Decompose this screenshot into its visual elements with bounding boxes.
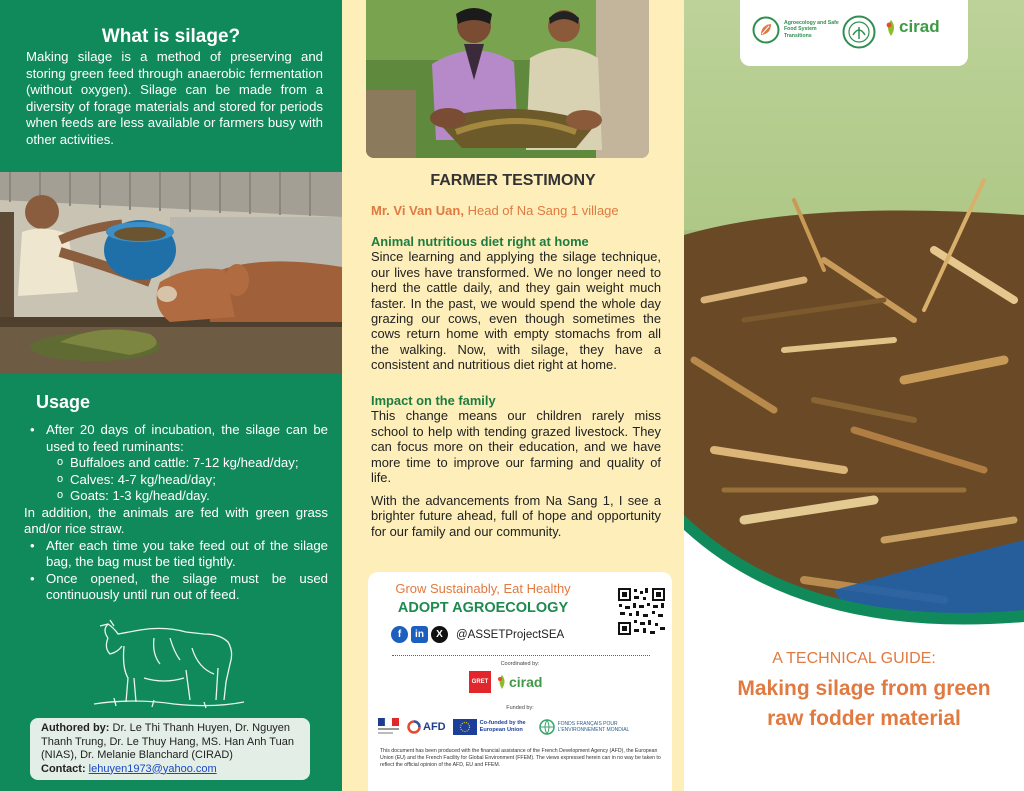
testimony-section-family xyxy=(371,393,661,485)
testimony-closing xyxy=(371,493,661,539)
section-diet-text: Since learning and applying the silage technique, our lives have transformed. We no longer need to herd the cattle daily, and they gain weight much faster. In the past, we would spend the whole day grazing our cows, even though sometimes the cows return home with empty stomachs from all the walking. Now, with silage, they have a consistent and nutritious diet right at home. xyxy=(371,249,661,373)
middle-panel xyxy=(342,0,684,791)
usage-sub-calves: o Calves: 4-7 kg/head/day; xyxy=(24,472,328,489)
promo-box xyxy=(368,572,672,791)
coordinator-logos xyxy=(469,671,542,693)
what-is-silage-text: Making silage is a method of preserving and storing green feed through anaerobic fermentation (without oxygen). Silage can be made from a diversity of forage materials and stored for periods when feeds are less available or farmers busy with other activities. xyxy=(26,49,323,147)
eu-logo-text: Co-funded by the European Union xyxy=(479,720,526,733)
funded-by-label: Funded by: xyxy=(506,705,534,711)
funding-disclaimer: This document has been produced with the financial assistance of the French Development Agency (AFD), the European Union (EU) and the French Facility for Global Environment (FFEM). The views expressed herein can in no way be taken to reflect the official opinion of the AFD, EU and FFEM. xyxy=(380,748,661,768)
cirad-leaf-icon xyxy=(885,20,897,36)
linkedin-icon[interactable]: in xyxy=(411,626,428,643)
authors-text xyxy=(41,722,300,763)
section-family-heading: Impact on the family xyxy=(371,393,496,408)
divider xyxy=(392,655,650,656)
authors-box xyxy=(30,718,310,780)
section-diet-heading: Animal nutritious diet right at home xyxy=(371,234,589,249)
cirad-leaf-icon xyxy=(497,675,507,689)
farmer-testimony-heading: FARMER TESTIMONY xyxy=(430,172,596,189)
farmers-holding-silage-photo xyxy=(366,0,649,158)
afd-logo xyxy=(407,720,446,734)
funder-logos xyxy=(378,718,644,736)
afd-logo-text: AFD xyxy=(423,721,446,733)
cattle-line-drawing xyxy=(94,608,244,710)
usage-sub-buffaloes: o Buffaloes and cattle: 7-12 kg/head/day; xyxy=(24,455,328,472)
qr-code[interactable] xyxy=(617,587,666,636)
cirad-logo-text: cirad xyxy=(509,674,543,690)
left-panel xyxy=(0,0,342,791)
contact-email-link[interactable]: lehuyen1973@yahoo.com xyxy=(88,762,217,775)
ffem-logo xyxy=(539,719,644,735)
speaker-role: Head of Na Sang 1 village xyxy=(467,203,619,218)
contact-label: Contact: xyxy=(41,762,86,775)
testimony-section-diet xyxy=(371,234,661,373)
asset-logo-icon xyxy=(752,16,780,44)
usage-bullet-tie-bag: • After each time you take feed out of the silage bag, the bag must be tied tightly. xyxy=(24,538,328,571)
ffem-logo-text: FONDS FRANÇAIS POUR L'ENVIRONNEMENT MONDIAL xyxy=(557,720,630,733)
coordinated-by-label: Coordinated by: xyxy=(500,661,540,667)
usage-additional-text: In addition, the animals are fed with green grass and/or rice straw. xyxy=(24,504,328,536)
usage-bullet-once-opened: • Once opened, the silage must be used continuously until run out of feed. xyxy=(24,571,328,604)
eu-logo xyxy=(453,719,532,735)
cirad-logo xyxy=(497,674,542,690)
authors-names: Dr. Le Thi Thanh Huyen, Dr. Nguyen Thanh Trung, Dr. Le Thuy Hang, MS. Han Anh Tuan (NIAS), Dr. Melanie Blanchard (CIRAD) xyxy=(41,722,294,761)
ffem-globe-icon xyxy=(539,719,555,735)
authored-by-label: Authored by: xyxy=(41,722,110,734)
partner-logos-box xyxy=(740,0,968,66)
cover-panel xyxy=(684,0,1024,791)
section-family-text: This change means our children rarely miss school to help with tending grazed livestock. They can focus more on their education, and we have more time to improve our farming and quality of life. xyxy=(371,408,661,486)
slogan-text: Grow Sustainably, Eat Healthy xyxy=(395,581,571,596)
farmer-feeding-cow-photo xyxy=(0,172,342,374)
x-icon[interactable]: X xyxy=(431,626,448,643)
what-is-silage-heading: What is silage? xyxy=(101,26,241,47)
adopt-agroecology-text: ADOPT AGROECOLOGY xyxy=(397,600,569,616)
speaker-name: Mr. Vi Van Uan, xyxy=(371,203,464,218)
afd-ring-icon xyxy=(407,720,421,734)
social-handle[interactable]: @ASSETProjectSEA xyxy=(456,628,565,641)
cirad-logo-text: cirad xyxy=(899,17,940,36)
asset-logo-text: Agroecology and Safe Food System Transitions xyxy=(784,20,839,39)
testimony-speaker xyxy=(371,203,619,218)
usage-list xyxy=(24,422,328,604)
eu-flag-icon xyxy=(453,719,477,735)
guide-title: Making silage from green raw fodder material xyxy=(737,677,991,730)
usage-heading: Usage xyxy=(36,392,91,412)
usage-sub-goats: o Goats: 1-3 kg/head/day. xyxy=(24,488,328,505)
gret-logo: GRET xyxy=(469,671,491,693)
technical-guide-label: A TECHNICAL GUIDE: xyxy=(772,650,936,667)
nias-seal-icon xyxy=(842,15,876,49)
social-links xyxy=(391,626,564,643)
usage-bullet-incubation: • After 20 days of incubation, the silage can be used to feed ruminants: xyxy=(24,422,328,455)
cover-wave xyxy=(684,480,1024,791)
testimony-closing-text: With the advancements from Na Sang 1, I see a brighter future ahead, full of hope and opportunity for our family and our community. xyxy=(371,493,661,539)
facebook-icon[interactable]: f xyxy=(391,626,408,643)
french-republic-logo xyxy=(378,718,400,736)
contact-line xyxy=(41,763,300,777)
